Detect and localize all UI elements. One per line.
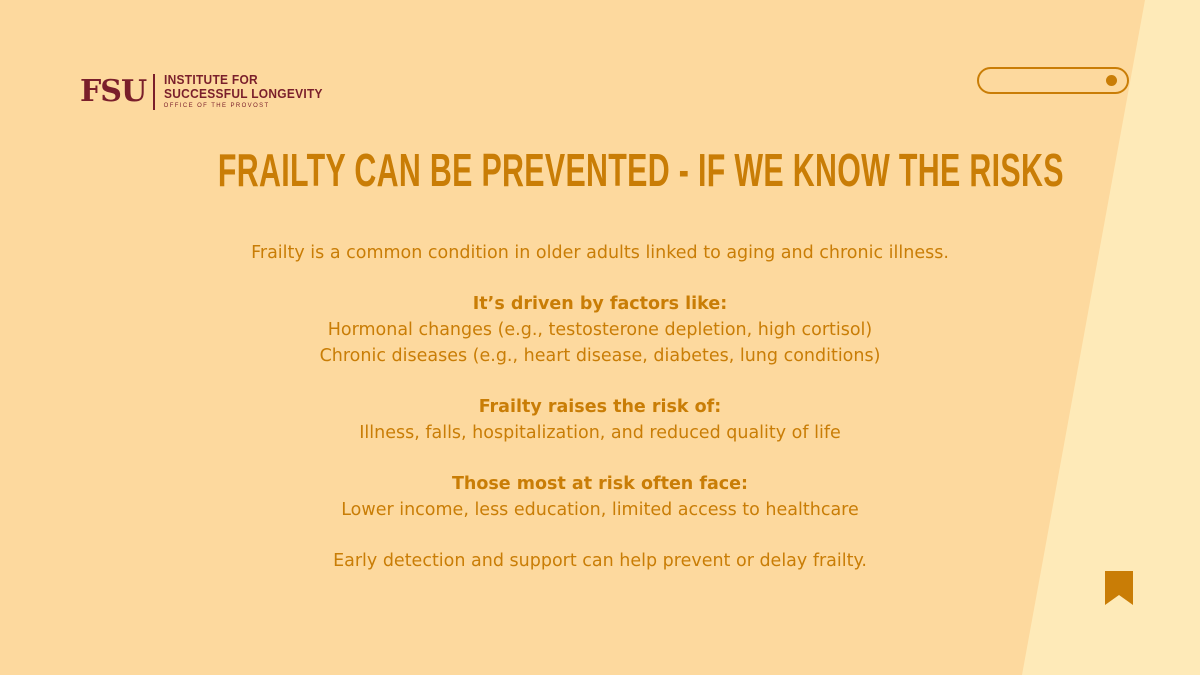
toggle-switch-icon xyxy=(977,67,1129,94)
section-heading: Frailty raises the risk of: xyxy=(478,397,722,417)
section-line: Illness, falls, hospitalization, and reduced quality of life xyxy=(359,423,841,443)
section-heading: It’s driven by factors like: xyxy=(472,294,728,314)
intro-text: Frailty is a common condition in older adults linked to aging and chronic illness. xyxy=(251,243,949,263)
logo-text xyxy=(164,73,337,111)
page-title xyxy=(0,143,1200,197)
logo-line-2: SUCCESSFUL LONGEVITY xyxy=(163,86,323,101)
logo-line-1: INSTITUTE FOR xyxy=(163,72,258,87)
section-line: Lower income, less education, limited access to healthcare xyxy=(341,500,859,520)
logo-subline: OFFICE OF THE PROVOST xyxy=(163,103,270,109)
page-title-text: FRAILTY CAN BE PREVENTED - IF WE KNOW THE RISKS xyxy=(217,144,1064,196)
fsu-logo-mark: FSU xyxy=(80,74,147,109)
section-line: Hormonal changes (e.g., testosterone depletion, high cortisol) xyxy=(327,320,873,340)
institute-logo xyxy=(80,72,336,112)
body-text xyxy=(200,240,1000,574)
bookmark-icon xyxy=(1105,571,1133,605)
closing-text: Early detection and support can help prevent or delay frailty. xyxy=(333,551,867,571)
section-heading: Those most at risk often face: xyxy=(451,474,749,494)
logo-divider xyxy=(153,74,155,110)
section-line: Chronic diseases (e.g., heart disease, diabetes, lung conditions) xyxy=(319,346,881,366)
toggle-knob xyxy=(1106,75,1117,86)
